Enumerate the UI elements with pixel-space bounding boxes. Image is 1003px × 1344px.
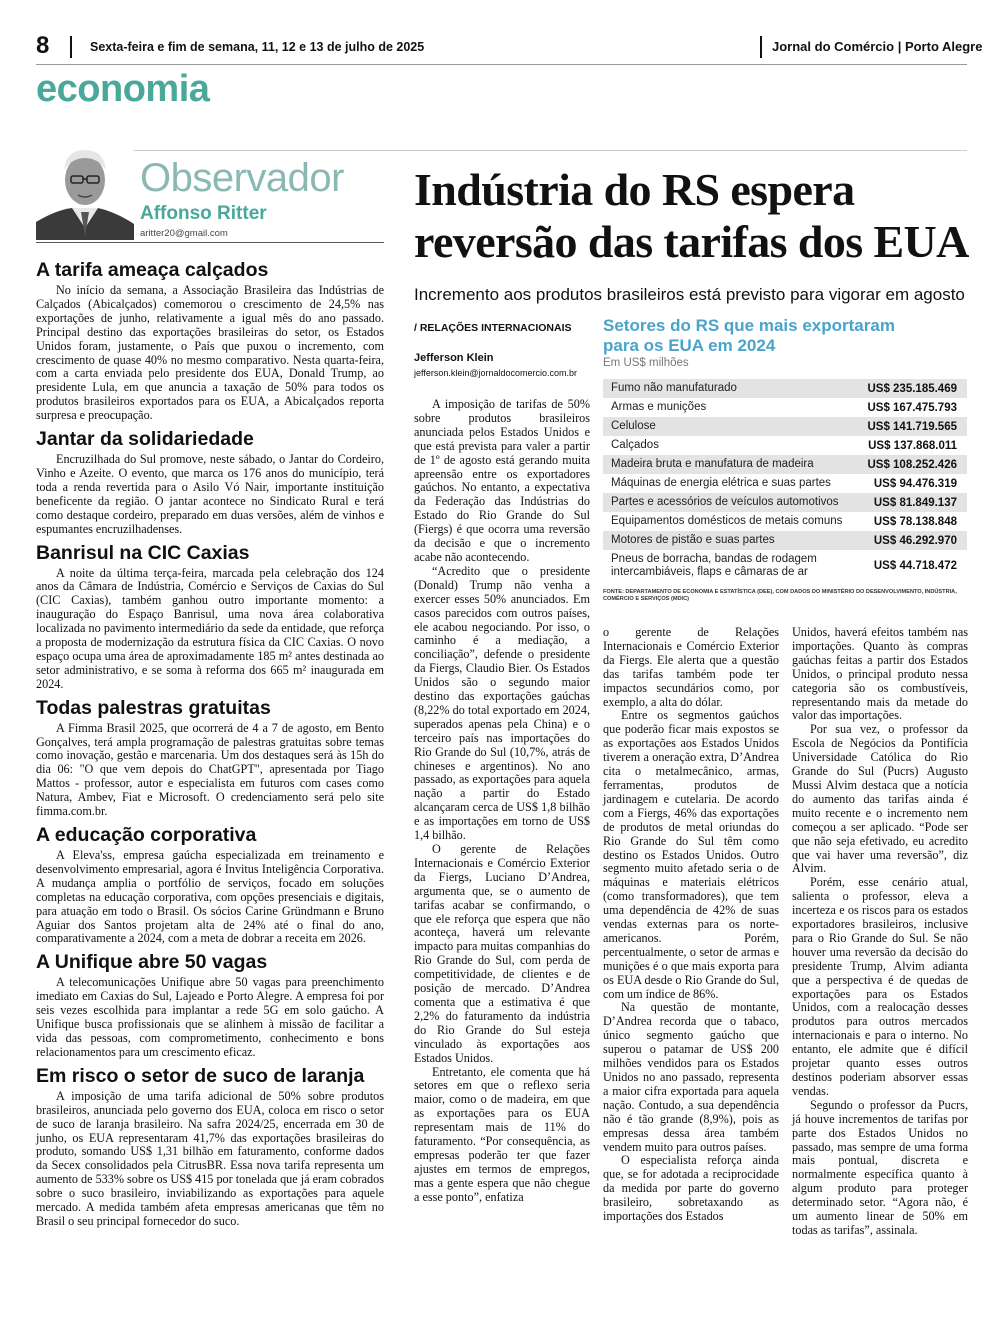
table-row xyxy=(603,531,967,550)
story-paragraph: O especialista reforça ainda que, se for adotada a reciprocidade da medida por parte do governo brasileiro, sobretaxando as importações dos Estados xyxy=(603,1153,779,1224)
note-text: A Eleva'ss, empresa gaúcha especializada em treinamento e desenvolvimento empresarial, agora é Invitus Inteligência Corporativa. A mudança amplia o portfólio de serviços, focado em soluções completas na educação corporativa, com opções presenciais e digitais, para atuação em todo o Brasil. Os sócios Carine Gründmann e Bruno Aguiar dos Santos projetam alta de 24% até o final do ano, comparativamente a 2024, com a meta de dobrar a receita em 2026. xyxy=(36,848,384,946)
row-value: US$ 108.252.426 xyxy=(867,458,957,471)
table-row xyxy=(603,474,967,493)
header-divider-right xyxy=(760,36,762,58)
row-value: US$ 44.718.472 xyxy=(873,560,957,572)
page-number: 8 xyxy=(36,32,50,59)
note-text: No início da semana, a Associação Brasileira das Indústrias de Calçados (Abicalçados) comemorou o crescimento de 24,5% nas exportações de junho, relativamente a igual mês do ano passado. Principal destino das exportações brasileiras do setor, os Estados Unidos foram, justamente, o País que puxou o incremento, com crescimento de quase 40% no mesmo comparativo. Nesta quarta-feira, com a carta enviada pelo presidente dos EUA, Donald Trump, ao presidente Lula, em que anuncia a taxação de 50% para todos os produtos brasileiros exportados para os EUA, a Abicalçados reporta surpresa e preocupação. xyxy=(36,283,384,423)
story-paragraph: O gerente de Relações Internacionais e Comércio Exterior da Fiergs, Luciano D’Andrea, argumenta que, se o aumento de tarifas acabar se confirmando, o que ele reforça que espera que não aconteça, haverá um relevante impacto para muitas companhias do Rio Grande do Sul, com perda de competitividade, de clientes e de posição de mercado. D’Andrea comenta que a estimativa é que 2,2% do faturamento da indústria do Rio Grande do Sul esteja vinculado às exportações aos Estados Unidos. xyxy=(414,842,590,1065)
row-value: US$ 141.719.565 xyxy=(867,420,957,433)
story-paragraph: o gerente de Relações Internacionais e Comércio Exterior da Fiergs. Ele alerta que a questão das tarifas também pode ter impactos secundários como, por exemplo, a alta do dólar. xyxy=(603,625,779,709)
story-column-1 xyxy=(414,398,590,1205)
note-text: A Fimma Brasil 2025, que ocorrerá de 4 a 7 de agosto, em Bento Gonçalves, terá ampla programação de palestras gratuitas sobre temas como inovação, gestão e marcenaria. Um dos destaques será às 15h do dia 06: "O que vem depois do ChatGPT", apresentada por Tiago Mattos - professor, autor e especialista em futuros com cases como Natura, Ambev, Fiat e Microsoft. O credenciamento será pelo site fimma.com.br. xyxy=(36,720,384,819)
story-paragraph: Segundo o professor da Pucrs, já houve incrementos de tarifas por parte dos Estados Unidos no passado, mas sempre de uma forma mais pontual, discreta e normalmente específica quanto à algum produto para proteger determinado setor. “Agora não, é um aumento linear de 50% em todas as tarifas”, assinala. xyxy=(792,1097,968,1237)
note-heading: A tarifa ameaça calçados xyxy=(36,259,269,281)
table-row xyxy=(603,379,967,398)
story-paragraph: Unidos, haverá efeitos também nas importações. Quanto às compras gaúchas feitas a partir dos Estados Unidos, o principal produto nessa categoria são os combustíveis, representando mais da metade do valor das importações. xyxy=(792,625,968,723)
row-label: Calçados xyxy=(611,439,659,451)
column-rule xyxy=(36,242,384,243)
table-source: FONTE: DEPARTAMENTO DE ECONOMIA E ESTATÍSTICA (DEE), COM DADOS DO MINISTÉRIO DO DESENVOLVIMENTO, INDÚSTRIA, COMÉRCIO E SERVIÇOS (MDIC) xyxy=(603,589,957,602)
newspaper-name: Jornal do Comércio | Porto Alegre xyxy=(772,39,983,54)
story-paragraph: Porém, esse cenário atual, salienta o professor, eleva a incerteza e os riscos para os estados exportadores brasileiros, inclusive para o Rio Grande do Sul. Se não houver uma reversão da decisão do presidente Trump, Alvim adianta que a perspectiva é de quedas de exportações para os Estados Unidos, com a realocação desses produtos para outros mercados internacionais e para o interno. No entanto, ele admite que é difícil projetar quanto esses outros destinos poderiam absorver essas vendas. xyxy=(792,875,968,1098)
row-value: US$ 94.476.319 xyxy=(873,477,957,490)
row-label: Pneus de borracha, bandas de rodagem intercambiáveis, flaps e câmaras de ar xyxy=(611,553,817,578)
table-row xyxy=(603,398,967,417)
story-paragraph: Por sua vez, o professor da Escola de Negócios da Pontifícia Universidade Católica do Rio Grande do Sul (Pucrs) Augusto Mussi Alvim destaca que a notícia do aumento das tarifas ainda é muito recente e o incremento nem começou a ser aplicado. “Pode ser que não seja efetivado, eu acredito que vai haver uma reversão”, diz Alvim. xyxy=(792,722,968,876)
header-divider xyxy=(70,36,72,58)
note-text: A noite da última terça-feira, marcada pela celebração dos 124 anos da Câmara de Indústria, Comércio e Serviços de Caxias do Sul (CIC Caxias), também ganhou outro importante momento: a inauguração do Espaço Banrisul, uma nova área colaborativa localizada no pavimento intermediário da sede da entidade, que reforça a proposta de modernização da estrutura física da CIC Caxias. O novo espaço ocupa uma área de aproximadamente 185 m² antes destinada ao setor administrativo, e se soma à reforma dos 665 m² inaugurada em 2024. xyxy=(36,565,384,691)
story-paragraph: Na questão de montante, D’Andrea recorda que o tabaco, único segmento gaúcho que superou o patamar de US$ 200 milhões vendidos para os Estados Unidos no ano passado, representa a maior cifra exportada para aquela nação. Contudo, a sua dependência não é tão grande (8,9%), pois as empresas dessa área também vendem muito para outros países. xyxy=(603,1000,779,1154)
row-label: Máquinas de energia elétrica e suas partes xyxy=(611,477,831,489)
story-paragraph: A imposição de tarifas de 50% sobre produtos brasileiros anunciada pelos Estados Unidos e que está prevista para valer a partir de 1º de agosto está gerando muita apreensão entre os exportadores gaúchos. No entanto, a expectativa da Federação das Indústrias do Estado do Rio Grande do Sul (Fiergs) é que ocorra uma reversão da decisão e que o incremento acabe não acontecendo. xyxy=(414,397,590,564)
row-label: Motores de pistão e suas partes xyxy=(611,534,775,546)
note-heading: Em risco o setor de suco de laranja xyxy=(36,1064,365,1087)
table-row xyxy=(603,455,967,474)
columnist-photo xyxy=(36,140,134,240)
column-author: Affonso Ritter xyxy=(140,203,267,224)
row-label: Celulose xyxy=(611,420,656,432)
row-label: Armas e munições xyxy=(611,401,707,413)
column-notes xyxy=(36,254,384,1229)
note-heading: A Unifique abre 50 vagas xyxy=(36,951,268,974)
table-row xyxy=(603,493,967,512)
row-value: US$ 81.849.137 xyxy=(873,496,957,509)
story-column-2 xyxy=(603,626,779,1224)
column-title: Observador xyxy=(140,156,344,200)
row-label: Equipamentos domésticos de metais comuns xyxy=(611,515,843,527)
note-heading: A educação corporativa xyxy=(36,824,257,846)
column-author-email: aritter20@gmail.com xyxy=(140,228,228,239)
row-label: Partes e acessórios de veículos automotivos xyxy=(611,496,839,508)
story-headline: Indústria do RS espera reversão das tarifas dos EUA xyxy=(414,164,969,267)
row-value: US$ 78.138.848 xyxy=(873,515,957,528)
row-label: Madeira bruta e manufatura de madeira xyxy=(611,458,814,470)
note-heading: Jantar da solidariedade xyxy=(36,428,254,451)
story-subhead: Incremento aos produtos brasileiros está previsto para vigorar em agosto xyxy=(414,285,965,304)
exports-table xyxy=(603,379,967,582)
table-row xyxy=(603,417,967,436)
row-label: Fumo não manufaturado xyxy=(611,382,737,394)
story-author-email: jefferson.klein@jornaldocomercio.com.br xyxy=(414,368,578,378)
table-row xyxy=(603,550,967,582)
story-paragraph: “Acredito que o presidente (Donald) Trump não venha a exercer esses 50% anunciados. Em casos parecidos com outros países, ele acabou negociando. Por isso, o caminho é a mediação, a conciliação”, defende o presidente da Fiergs, Claudio Bier. Os Estados Unidos são o segundo maior destino das exportações gaúchas (8,22% do total exportado em 2024, superados apenas pela China) e o terceiro país nas importações do Rio Grande do Sul (10,7%, atrás de chineses e argentinos). No ano passado, as exportações para aquela nação a partir do Estado alcançaram cerca de US$ 1,8 bilhão e as importações em torno de US$ 1,4 bilhão. xyxy=(414,563,590,843)
edition-date: Sexta-feira e fim de semana, 11, 12 e 13 de julho de 2025 xyxy=(90,40,425,54)
story-column-3 xyxy=(792,626,968,1238)
header-rule xyxy=(36,64,967,65)
row-value: US$ 46.292.970 xyxy=(873,534,957,547)
table-row xyxy=(603,436,967,455)
story-kicker: / RELAÇÕES INTERNACIONAIS xyxy=(414,322,572,334)
row-value: US$ 167.475.793 xyxy=(867,401,957,414)
section-rule xyxy=(36,150,967,151)
note-text: Encruzilhada do Sul promove, neste sábado, o Jantar do Cordeiro, Vinho e Azeite. O evento, que marca os 176 anos do município, terá toda a renda revertida para o Asilo Vó Nair, importante instituição beneficente da região. O jantar acontece no Sindicato Rural e terá como destaque cordeiro, preparado em duas versões, além de vinhos e espumantes encruzilhadenses. xyxy=(36,452,384,536)
table-unit: Em US$ milhões xyxy=(603,357,689,369)
row-value: US$ 235.185.469 xyxy=(867,382,957,395)
story-paragraph: Entretanto, ele comenta que há setores em que o reflexo seria maior, como o de madeira, em que as exportações para os EUA representam mais de 11% do faturamento. “Por consequência, as empresas poderão ter que fazer ajustes em termos de empregos, mas a gente espera que não chegue a esse ponto”, enfatiza xyxy=(414,1064,590,1204)
section-title: economia xyxy=(36,68,210,110)
table-row xyxy=(603,512,967,531)
story-author: Jefferson Klein xyxy=(414,352,494,364)
table-title: Setores do RS que mais exportaram para os EUA em 2024 xyxy=(603,316,895,355)
note-text: A telecomunicações Unifique abre 50 vagas para preenchimento imediato em Caxias do Sul, Lajeado e Porto Alegre. A empresa foi por seis vezes escolhida para implantar a rede 5G em solo gaúcho. A Unifique busca profissionais que se alinhem à missão de facilitar a vida das pessoas, com comprometimento, conhecimento e bons relacionamentos para um crescimento eficaz. xyxy=(36,975,384,1059)
row-value: US$ 137.868.011 xyxy=(868,439,957,452)
note-heading: Banrisul na CIC Caxias xyxy=(36,541,250,564)
note-text: A imposição de uma tarifa adicional de 50% sobre produtos brasileiros, anunciada pelo governo dos EUA, coloca em risco o setor de suco de laranja brasileiro. Na safra 2024/25, encerrada em 30 de junho, os EUA representaram 41,7% das exportações brasileiras do produto, somando US$ 1,31 bilhão em faturamento, conforme dados da Secex consolidados pela CitrusBR. Essa nova tarifa representa um aumento de 533% sobre os US$ 415 por tonelada que já eram cobrados sobre o suco brasileiro, inviabilizando as exportações para aquele mercado. A medida também afeta empresas americanas que têm no Brasil o seu principal fornecedor do suco. xyxy=(36,1088,384,1228)
story-paragraph: Entre os segmentos gaúchos que poderão ficar mais expostos se as exportações aos Estados Unidos tiverem a oneração extra, D’Andrea cita o metalmecânico, armas, ferramentas, produtos de jardinagem e cutelaria. De acordo com a Fiergs, 46% das exportações de produtos de metal oriundas do Rio Grande do Sul têm como destino os Estados Unidos. Outro segmento muito afetado seria o de máquinas e materiais elétricos (como transformadores), que tem uma dependência de 42% de suas vendas externas para os norte-americanos. Porém, percentualmente, o setor de armas e munições é o que mais exporta para os EUA desde o Rio Grande do Sul, com um índice de 86%. xyxy=(603,708,779,1001)
note-heading: Todas palestras gratuitas xyxy=(36,696,271,719)
